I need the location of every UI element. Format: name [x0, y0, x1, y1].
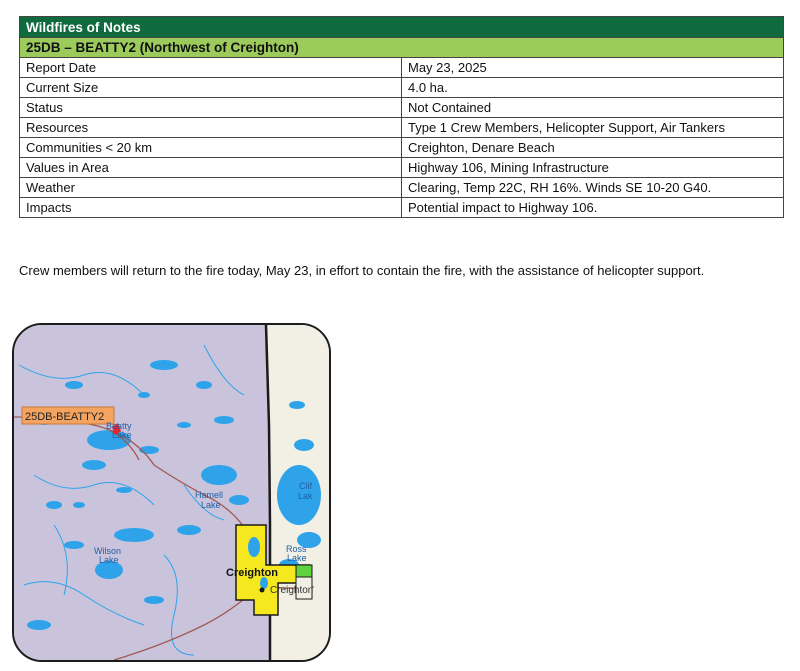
row-label: Current Size: [20, 78, 402, 98]
lake-label: Lake: [99, 555, 119, 565]
lake-label: Beatty: [106, 421, 132, 431]
table-title: Wildfires of Notes: [20, 17, 784, 38]
row-label: Impacts: [20, 198, 402, 218]
town-label: Creighton: [226, 567, 278, 579]
table-row: [20, 58, 784, 78]
lake-label: Lake: [112, 430, 132, 440]
row-value: Clearing, Temp 22C, RH 16%. Winds SE 10-20 G40.: [402, 178, 784, 198]
update-paragraph: Crew members will return to the fire today, May 23, in effort to contain the fire, with the assistance of helicopter support.: [19, 263, 705, 278]
fire-label: 25DB-BEATTY2: [25, 411, 105, 423]
lake-label: Hamell: [195, 490, 224, 500]
table-row: [20, 118, 784, 138]
lake-label: Ross: [286, 544, 307, 554]
row-label: Communities < 20 km: [20, 138, 402, 158]
wildfire-report-table: [19, 16, 784, 218]
table-row: [20, 178, 784, 198]
area-label: Creighton: [270, 585, 314, 596]
fire-name-row: [20, 38, 784, 58]
row-value: 4.0 ha.: [402, 78, 784, 98]
map-green-area: [296, 565, 312, 577]
table-row: [20, 138, 784, 158]
row-value: Not Contained: [402, 98, 784, 118]
row-label: Resources: [20, 118, 402, 138]
row-label: Status: [20, 98, 402, 118]
lake-label: Clif: [299, 481, 312, 491]
row-value: Type 1 Crew Members, Helicopter Support, Air Tankers: [402, 118, 784, 138]
table-row: [20, 98, 784, 118]
table-row: [20, 198, 784, 218]
lake-label: Wilson: [94, 546, 122, 556]
map-canvas: [14, 325, 329, 660]
map-water: [248, 537, 260, 557]
row-value: Creighton, Denare Beach: [402, 138, 784, 158]
table-row: [20, 78, 784, 98]
row-label: Report Date: [20, 58, 402, 78]
row-value: May 23, 2025: [402, 58, 784, 78]
row-value: Highway 106, Mining Infrastructure: [402, 158, 784, 178]
row-label: Weather: [20, 178, 402, 198]
row-value: Potential impact to Highway 106.: [402, 198, 784, 218]
row-label: Values in Area: [20, 158, 402, 178]
fire-location-map: [12, 323, 331, 662]
table-row: [20, 158, 784, 178]
lake-label: Lak: [298, 491, 313, 501]
table-title-row: [20, 17, 784, 38]
town-marker-icon: [260, 588, 265, 593]
lake-label: Lake: [287, 553, 307, 563]
lake-label: Lake: [201, 500, 221, 510]
fire-name: 25DB – BEATTY2 (Northwest of Creighton): [20, 38, 784, 58]
